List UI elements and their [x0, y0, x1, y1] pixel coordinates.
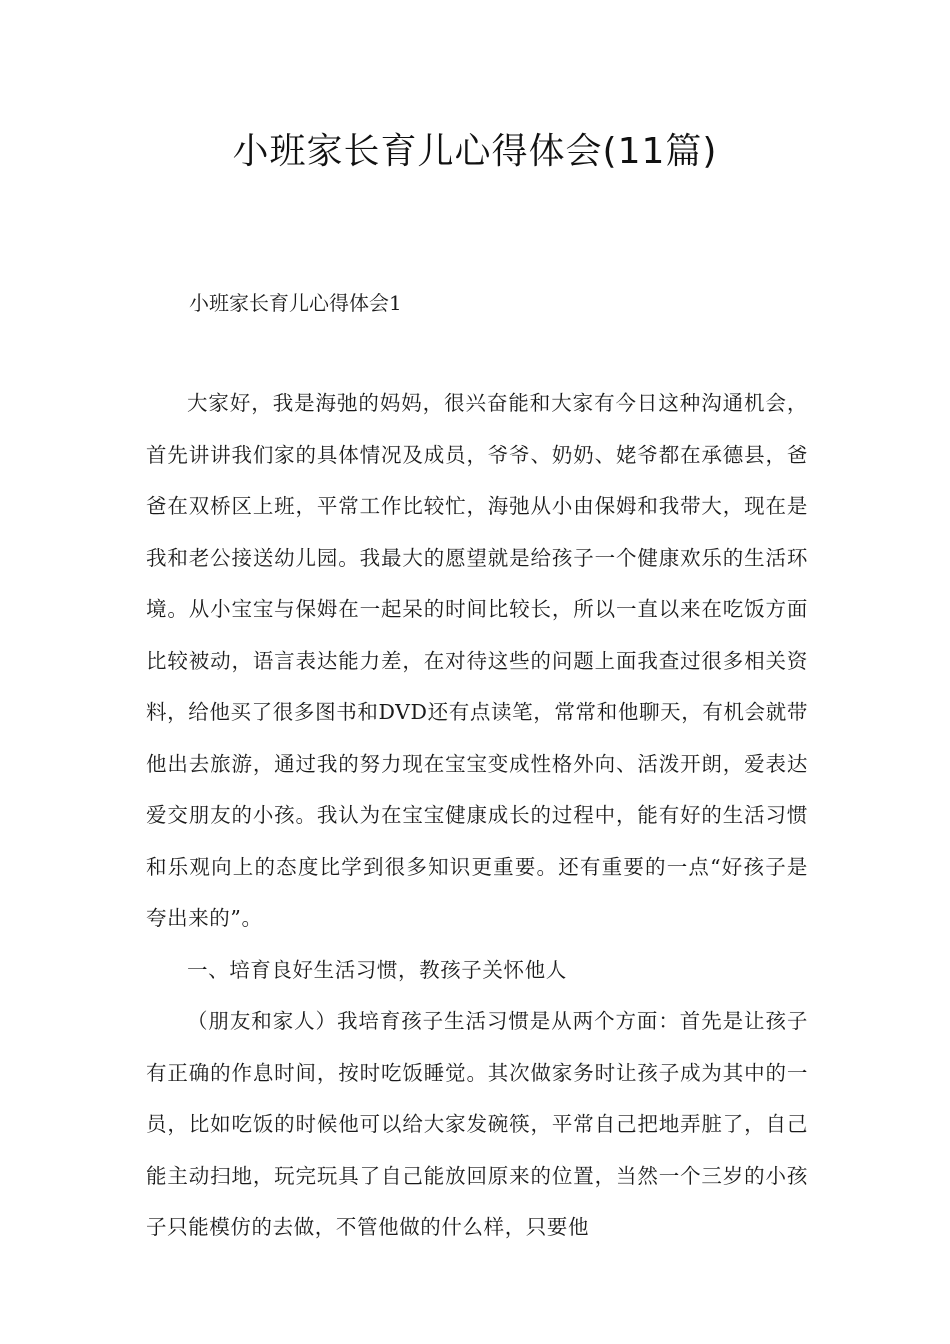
- paragraph-intro: 大家好，我是海弛的妈妈，很兴奋能和大家有今日这种沟通机会，首先讲讲我们家的具体情况及成员，爷爷、奶奶、姥爷都在承德县，爸爸在双桥区上班，平常工作比较忙，海弛从小由保姆和我带大，现在是我和老公接送幼儿园。我最大的愿望就是给孩子一个健康欢乐的生活环境。从小宝宝与保姆在一起呆的时间比较长，所以一直以来在吃饭方面比较被动，语言表达能力差，在对待这些的问题上面我查过很多相关资料，给他买了很多图书和DVD还有点读笔，常常和他聊天，有机会就带他出去旅游，通过我的努力现在宝宝变成性格外向、活泼开朗，爱表达爱交朋友的小孩。我认为在宝宝健康成长的过程中，能有好的生活习惯和乐观向上的态度比学到很多知识更重要。还有重要的一点“好孩子是夸出来的”。: [146, 391, 808, 930]
- section-heading: 小班家长育儿心得体会1: [189, 291, 402, 315]
- paragraph-habits: （朋友和家人）我培育孩子生活习惯是从两个方面：首先是让孩子有正确的作息时间，按时吃饭睡觉。其次做家务时让孩子成为其中的一员，比如吃饭的时候他可以给大家发碗筷，平常自己把地弄脏了，自己能主动扫地，玩完玩具了自己能放回原来的位置，当然一个三岁的小孩子只能模仿的去做，不管他做的什么样，只要他: [146, 1009, 808, 1239]
- document-body: [146, 378, 808, 1254]
- paragraph-subheading: 一、培育良好生活习惯，教孩子关怀他人: [187, 957, 567, 982]
- document-title: 小班家长育儿心得体会(11篇): [232, 131, 718, 172]
